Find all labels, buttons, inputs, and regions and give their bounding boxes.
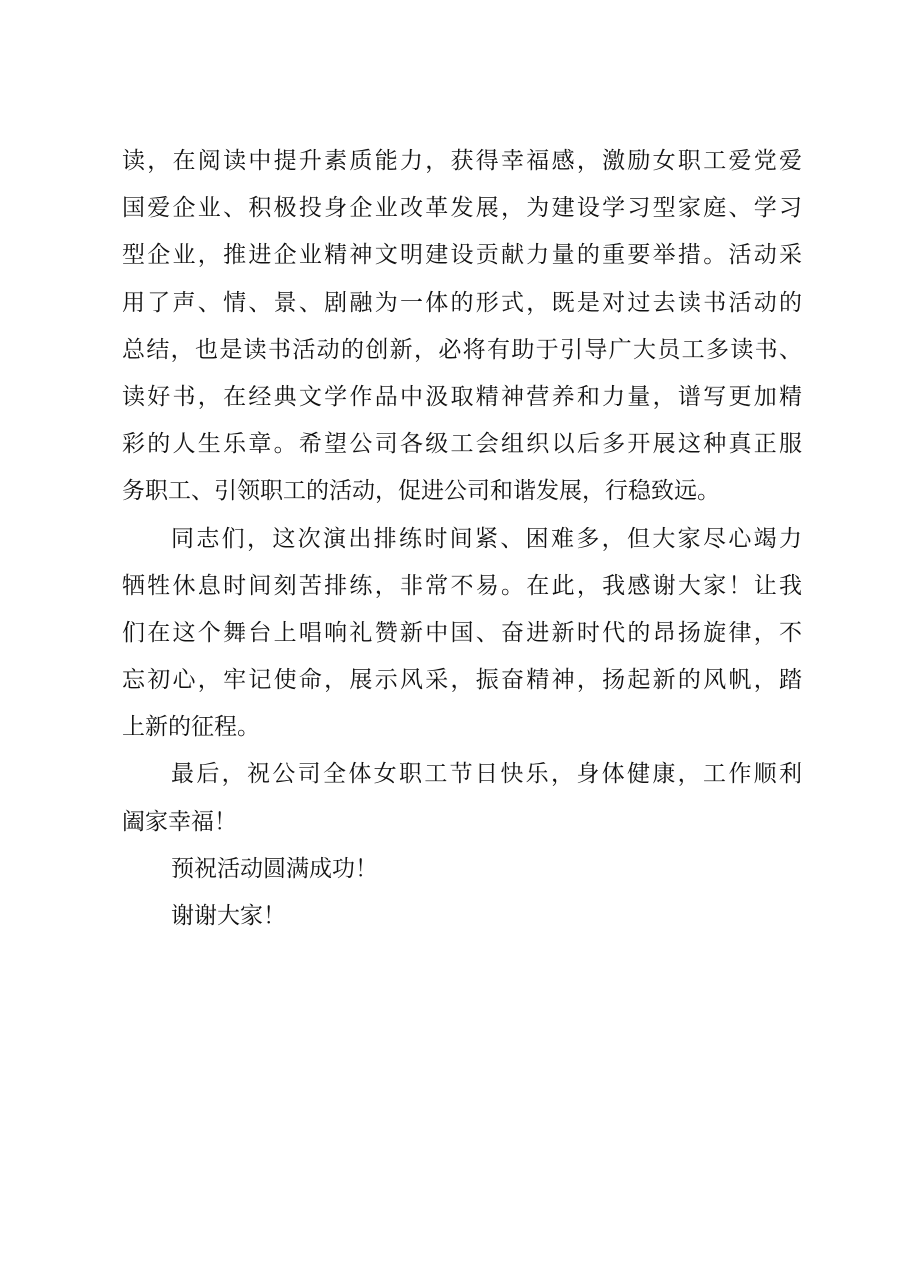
paragraph-2 [122,516,802,752]
text-line: 牺牲休息时间刻苦排练，非常不易。在此，我感谢大家！让我 [122,572,802,599]
text-line: 务职工、引领职工的活动，促进公司和谐发展，行稳致远。 [122,478,720,505]
text-line: 忘初心，牢记使命，展示风采，振奋精神，扬起新的风帆，踏 [122,667,802,694]
text-line: 同志们，这次演出排练时间紧、困难多，但大家尽心竭力 [171,525,802,552]
text-line: 读，在阅读中提升素质能力，获得幸福感，激励女职工爱党爱 [122,148,802,174]
text-line: 阖家幸福！ [122,808,237,835]
text-line: 彩的人生乐章。希望公司各级工会组织以后多开展这种真正服 [122,431,802,458]
text-line: 们在这个舞台上唱响礼赞新中国、奋进新时代的昂扬旋律，不 [122,619,802,646]
document-body [122,138,802,940]
paragraph-1 [122,138,802,516]
text-line: 最后，祝公司全体女职工节日快乐，身体健康，工作顺利 [171,761,802,788]
text-line: 总结，也是读书活动的创新，必将有助于引导广大员工多读书、 [122,336,802,363]
paragraph-5 [122,893,802,940]
text-line: 谢谢大家！ [171,903,286,929]
text-line: 国爱企业、积极投身企业改革发展，为建设学习型家庭、学习 [122,195,802,222]
text-line: 上新的征程。 [122,714,260,741]
text-line: 型企业，推进企业精神文明建设贡献力量的重要举措。活动采 [122,242,802,269]
text-line: 读好书，在经典文学作品中汲取精神营养和力量，谱写更加精 [122,383,802,410]
paragraph-3 [122,751,802,845]
text-line: 用了声、情、景、剧融为一体的形式，既是对过去读书活动的 [122,289,802,316]
paragraph-4 [122,846,802,893]
text-line: 预祝活动圆满成功！ [171,855,378,882]
